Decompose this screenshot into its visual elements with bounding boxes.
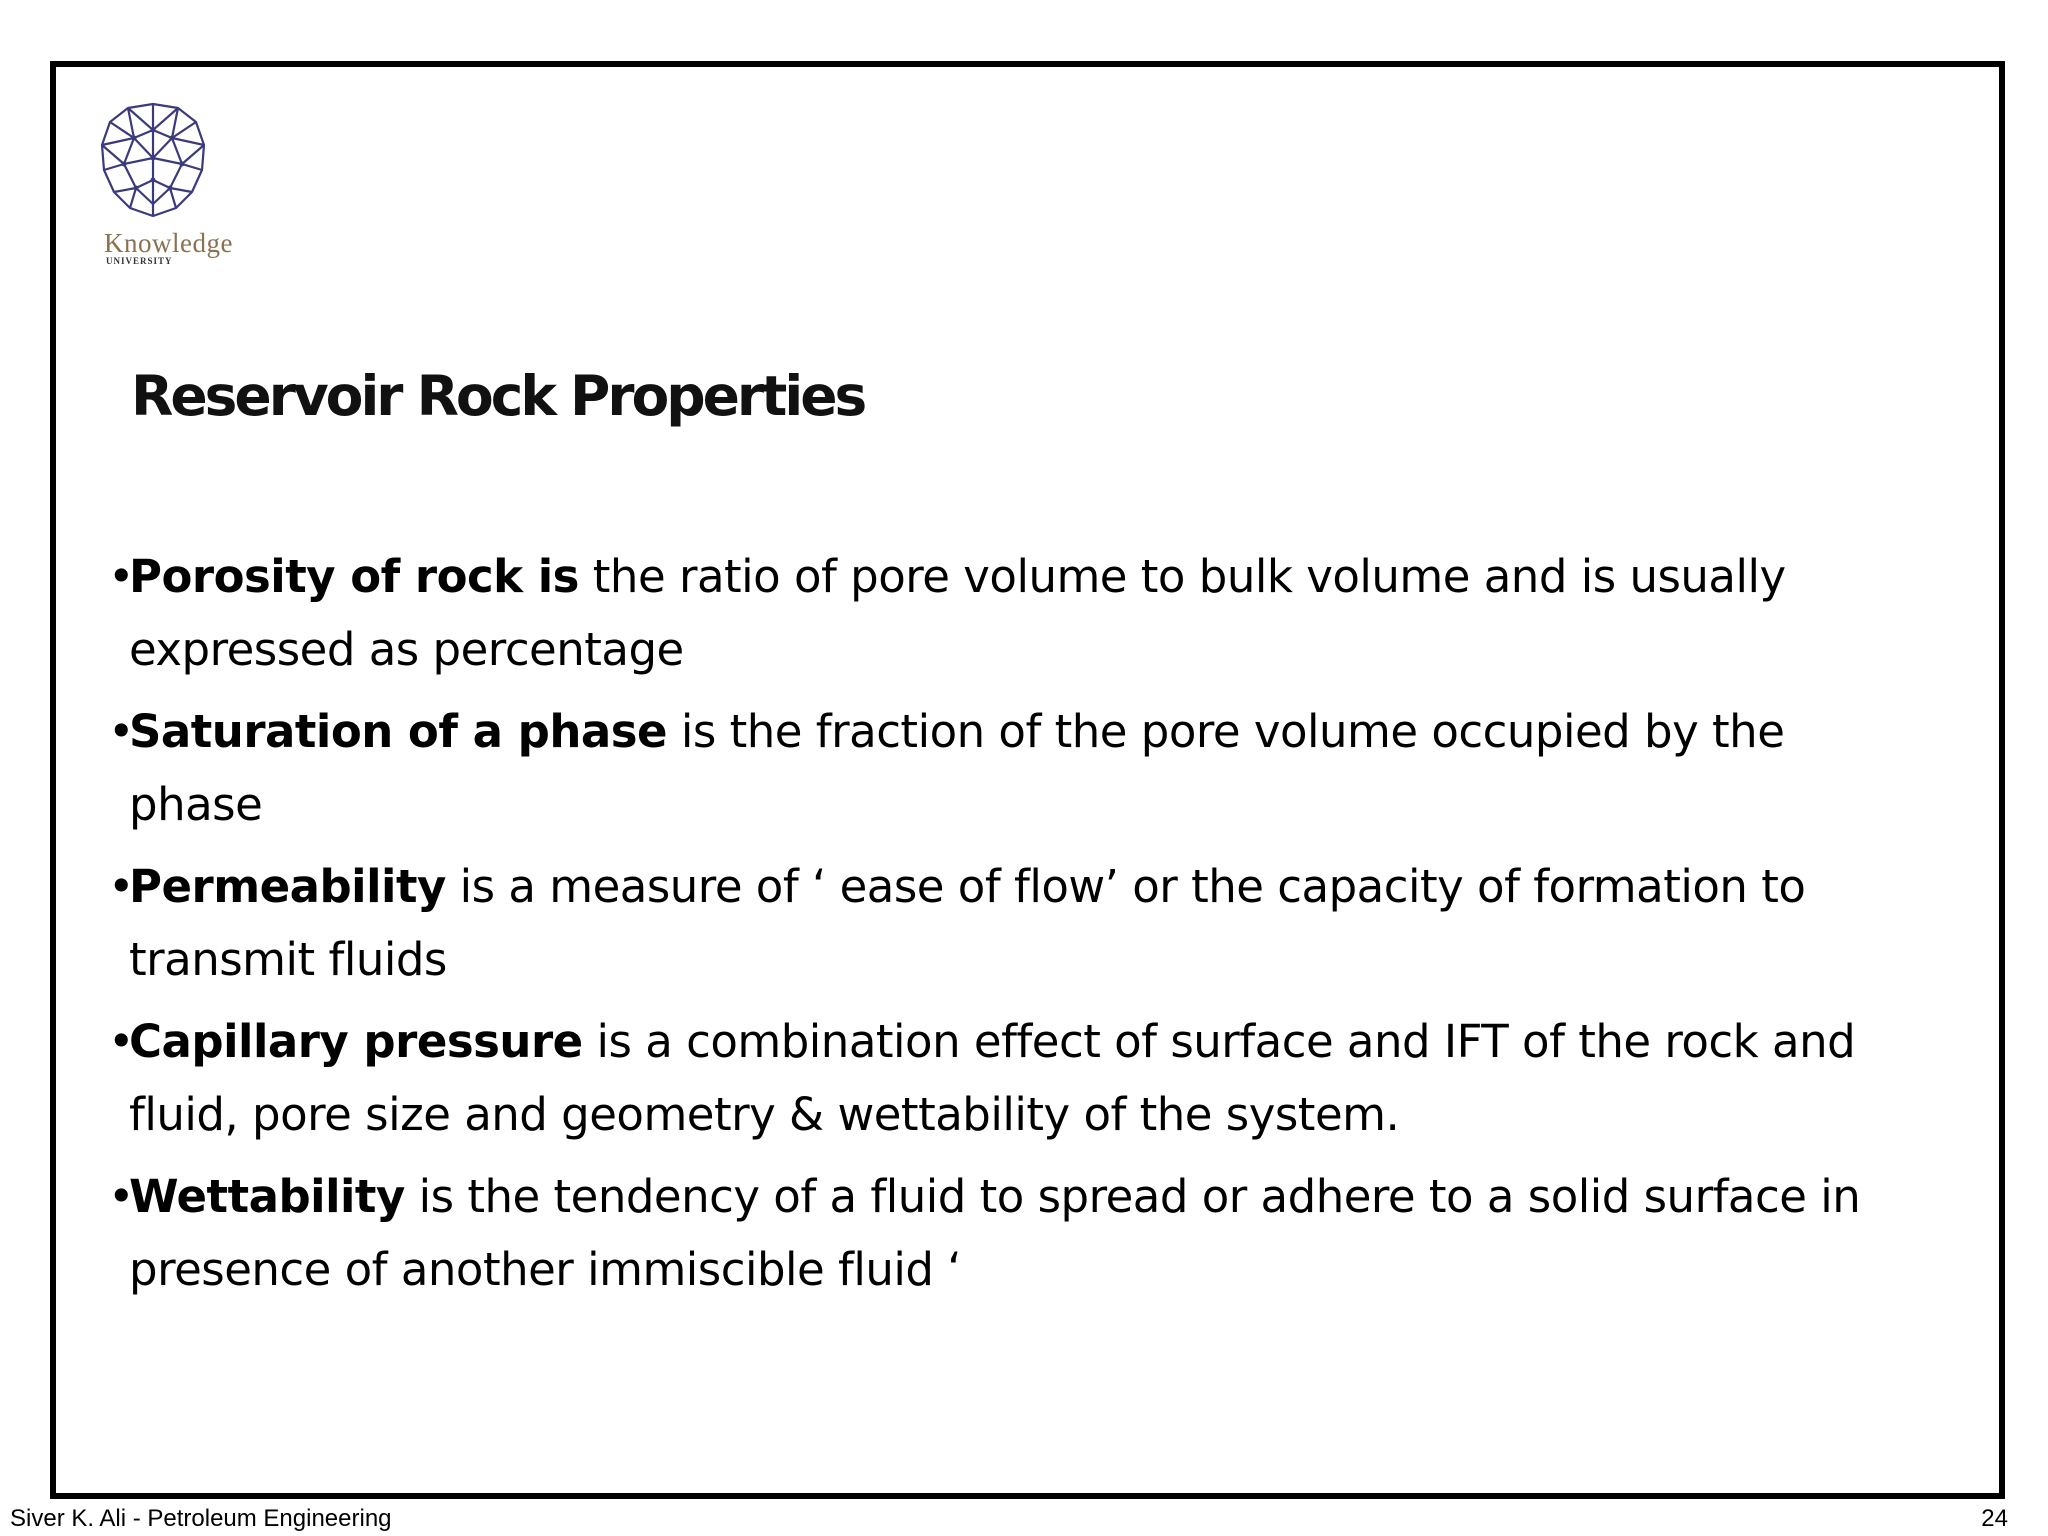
geometric-brain-icon (98, 100, 208, 222)
logo-subtitle: UNIVERSITY (106, 256, 173, 266)
bullet-term: Porosity of rock is (129, 550, 579, 603)
bullet-term: Capillary pressure (129, 1015, 583, 1068)
university-logo (98, 100, 258, 270)
slide-title: Reservoir Rock Properties (131, 364, 865, 428)
bullet-mark: • (108, 705, 135, 758)
bullet-text: the ratio of pore volume to bulk volume and is usually expressed as percentage (129, 550, 1786, 676)
bullet-mark: • (108, 1170, 135, 1223)
bullet-term: Permeability (129, 860, 446, 913)
bullet-mark: • (108, 860, 135, 913)
bullet-porosity (108, 540, 1868, 686)
footer-author: Siver K. Ali - Petroleum Engineering (10, 1505, 392, 1532)
bullet-wettability (108, 1160, 1868, 1306)
bullet-mark: • (108, 1015, 135, 1068)
bullet-mark: • (108, 550, 135, 603)
bullet-text: is the tendency of a fluid to spread or adhere to a solid surface in presence of another immiscible fluid ‘ (129, 1170, 1861, 1296)
bullet-capillary-pressure (108, 1005, 1868, 1151)
bullet-text: is the fraction of the pore volume occupied by the phase (129, 705, 1785, 831)
bullet-list (108, 540, 1868, 1315)
bullet-term: Saturation of a phase (129, 705, 668, 758)
logo-name: Knowledge (104, 228, 233, 258)
bullet-term: Wettability (129, 1170, 405, 1223)
bullet-saturation (108, 695, 1868, 841)
bullet-text: is a measure of ‘ ease of flow’ or the capacity of formation to transmit fluids (129, 860, 1806, 986)
page-number: 24 (1981, 1505, 2008, 1532)
bullet-text: is a combination effect of surface and IFT of the rock and fluid, pore size and geometry & wettability of the system. (129, 1015, 1856, 1141)
bullet-permeability (108, 850, 1868, 996)
